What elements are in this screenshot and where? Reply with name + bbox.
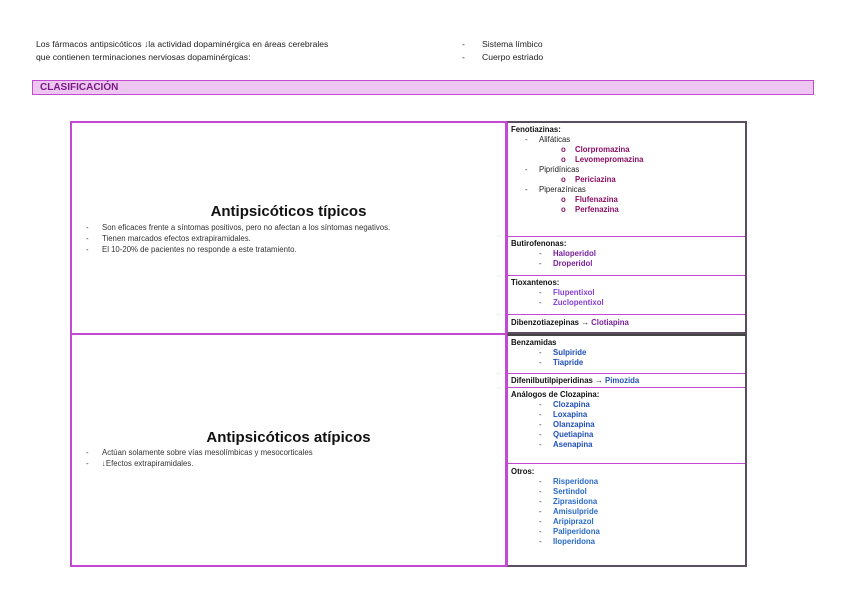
atypical-points	[86, 447, 313, 469]
brain-areas-list	[462, 38, 543, 64]
list-item: - Tienen marcados efectos extrapiramidales.	[86, 234, 251, 243]
fenotiazinas-box: Fenotiazinas: - Alifáticas o Clorpromazina o Levomepromazina - Pipridínicas o Periciazina - Piperazínicas o Flufenazina o Perfenazina	[508, 123, 745, 237]
atypical-description-cell	[70, 334, 507, 567]
butirofenonas-box: Butirofenonas: - Haloperidol - Droperidol	[508, 237, 745, 276]
drug-item: - Sulpiride	[539, 348, 587, 357]
drug-item: - Clozapina	[539, 400, 590, 409]
drug-item: - Iloperidona	[539, 537, 596, 546]
drug-item: - Loxapina	[539, 410, 588, 419]
drug-item: o Perfenazina	[561, 205, 619, 214]
drug-item: o Levomepromazina	[561, 155, 644, 164]
drug-item: - Ziprasidona	[539, 497, 598, 506]
tioxantenos-box: Tioxantenos: - Flupentixol - Zuclopentixol	[508, 276, 745, 315]
atypical-groups	[507, 334, 747, 567]
typical-points	[86, 222, 390, 255]
atypical-title: Antipsicóticos atípicos	[206, 429, 371, 446]
drug-item: - Risperidona	[539, 477, 599, 486]
difenilbutilpiperidinas-box: Difenilbutilpiperidinas → Pimozida	[508, 374, 745, 388]
dibenzotiazepinas-box: Dibenzotiazepinas → Clotiapina	[511, 318, 629, 327]
drug-item: o Clorpromazina	[561, 145, 630, 154]
intro-line-2: que contienen terminaciones nerviosas dopaminérgicas:	[36, 52, 251, 62]
drug-item: - Flupentixol	[539, 288, 595, 297]
list-item: - ↓Efectos extrapiramidales.	[86, 459, 194, 468]
drug-item: - Droperidol	[539, 259, 593, 268]
typical-title: Antipsicóticos típicos	[210, 203, 367, 220]
list-item: - Cuerpo estriado	[462, 52, 544, 62]
list-item: - Son eficaces frente a síntomas positivos, pero no afectan a los síntomas negativos.	[86, 223, 391, 232]
drug-item: - Sertindol	[539, 487, 587, 496]
drug-item: Clotiapina	[591, 318, 629, 327]
drug-item: - Tiapride	[539, 358, 584, 367]
drug-item: - Aripiprazol	[539, 517, 594, 526]
intro-text	[36, 38, 328, 64]
drug-item: o Periciazina	[561, 175, 616, 184]
list-item: - Actúan solamente sobre vías mesolímbicas y mesocorticales	[86, 448, 313, 457]
typical-groups	[507, 121, 747, 334]
drug-item: - Amisulpride	[539, 507, 599, 516]
otros-box: Otros: - Risperidona - Sertindol - Ziprasidona - Amisulpride - Aripiprazol - Paliperidona - Iloperidona	[508, 464, 745, 565]
section-heading: CLASIFICACIÓN	[32, 80, 814, 95]
drug-item: o Flufenazina	[561, 195, 618, 204]
typical-description-cell	[70, 121, 507, 334]
drug-item: - Zuclopentixol	[539, 298, 604, 307]
drug-item: - Quetiapina	[539, 430, 594, 439]
drug-item: Pimozida	[605, 376, 640, 385]
benzamidas-box: Benzamidas - Sulpiride - Tiapride	[508, 336, 745, 374]
drug-item: - Olanzapina	[539, 420, 595, 429]
list-item: - El 10-20% de pacientes no responde a este tratamiento.	[86, 245, 297, 254]
intro-line-1: Los fármacos antipsicóticos ↓la actividad dopaminérgica en áreas cerebrales	[36, 39, 329, 49]
drug-item: - Haloperidol	[539, 249, 596, 258]
group-title: Fenotiazinas:	[511, 125, 561, 134]
list-item: - Sistema límbico	[462, 39, 543, 49]
drug-item: - Paliperidona	[539, 527, 600, 536]
drug-item: - Asenapina	[539, 440, 593, 449]
analogos-clozapina-box: Análogos de Clozapina: - Clozapina - Loxapina - Olanzapina - Quetiapina - Asenapina	[508, 388, 745, 464]
